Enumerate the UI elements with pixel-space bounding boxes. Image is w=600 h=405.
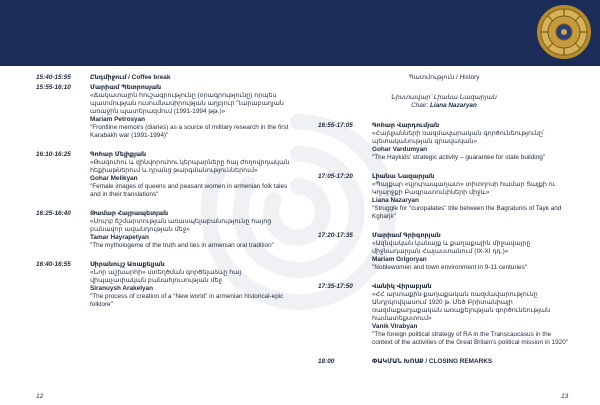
closing-remarks-label: ՓԱԿՄԱՆ ԽՈՍՔ / CLOSING REMARKS (372, 358, 493, 365)
left-schedule-column (36, 74, 292, 311)
schedule-entry (318, 232, 570, 272)
section-heading: Պատմություն / History (408, 74, 480, 81)
entry-time: 16:10-16:25 (36, 151, 71, 158)
speaker-name-am: Սիրանույշ Առաքելյան (90, 261, 165, 268)
speaker-name-en: Mariam Petrosyan (90, 116, 146, 123)
entry-time: 16:55-17:05 (318, 122, 353, 129)
entry-time: 17:05-17:20 (318, 173, 353, 180)
entry-time: 16:25-16:40 (36, 210, 71, 217)
talk-title-am: «Ճակատային հուշագրությունը (օրագրությունը) որպես պատմության ուսումնասիրության աղբյուր Ղարաբաղյան առաջին պատերազմում (1991-1994 թթ.)» (90, 92, 284, 115)
entry-time: 16:40-16:55 (36, 261, 71, 268)
chair-name-am: Լիանա Նազարյան (433, 94, 497, 101)
schedule-entry (36, 84, 292, 140)
speaker-name-en: Vanik Virabyan (372, 323, 418, 330)
schedule-entry (36, 151, 292, 199)
speaker-name-en: Tamar Hayrapetyan (90, 234, 149, 241)
schedule-entry (318, 173, 570, 221)
speaker-name-am: Գոհար Վարդումյան (372, 122, 440, 129)
speaker-name-am: Թամար Հայրապետյան (90, 210, 169, 217)
schedule-entry (318, 283, 570, 347)
talk-title-am: «Նոր աշխարհի» ստեղծման գործելաձևը հայ վիպաչափական բանահյուսության մեջ (90, 269, 242, 284)
schedule-entry (318, 358, 570, 366)
talk-title-am: «Թագուհու և զինվորուհու կերպարները հայ ժողովրդական հեքիաթներում և դրանց թարգմանություններում» (90, 159, 290, 174)
right-schedule-column (318, 74, 570, 368)
speaker-name-am: Մարիամ Գրիգորյան (372, 232, 441, 239)
entry-time: 17:35-17:50 (318, 283, 353, 290)
schedule-entry (36, 74, 292, 82)
speaker-name-am: Մարիամ Պետրոսյան (90, 84, 162, 91)
talk-title-am: «Սուրբ ճշմարտության առասպելաբանությունը հայոց բանավոր ավանդության մեջ» (90, 218, 272, 233)
speaker-name-en: Mariam Grigoryan (372, 256, 427, 263)
talk-title-en: "The foreign political strategy of RA in the Transcaucasus in the context of the activities of the Great Britain's political mission in 1920" (372, 331, 569, 346)
speaker-name-am: Վանիկ Վիրաբյան (372, 283, 432, 290)
entry-time: 15:55-16:10 (36, 84, 71, 91)
speaker-name-en: Gohar Vardumyan (372, 146, 428, 153)
entry-time: 17:20-17:35 (318, 232, 353, 239)
page-number-right: 13 (561, 393, 569, 400)
speaker-name-en: Liana Nazaryan (372, 197, 419, 204)
chair-label-en: Chair: (411, 102, 429, 109)
entry-time: 18:00 (318, 358, 335, 365)
talk-title-en: "The process of creation of a “New world” in armenian historical-epic folklore" (90, 293, 284, 308)
entry-time: 15:40-15:55 (36, 74, 71, 81)
speaker-name-en: Gohar Melikyan (90, 175, 138, 182)
schedule-entry (36, 261, 292, 309)
coffee-break-label: Ընդմիջում / Coffee break (90, 74, 171, 81)
session-chair (318, 94, 570, 110)
schedule-entry (318, 122, 570, 162)
schedule-entry (36, 210, 292, 250)
ornamental-seal-icon (536, 4, 592, 60)
talk-title-en: "Female images of queens and peasant women in armenian folk tales and in their translations" (90, 183, 288, 198)
talk-title-am: «Հայկյանների ռազմավարական գործունեությունը՝ պետականության գրավական» (372, 130, 545, 145)
header-band (0, 0, 600, 66)
speaker-name-am: Գոհար Մելիքյան (90, 151, 147, 158)
speaker-name-en: Siranuysh Arakelyan (90, 285, 153, 292)
chair-label-am: Նիստավար՝ (391, 94, 433, 101)
talk-title-en: "Struggle for “curopalates” title between the Bagratunis of Tayk and Kgharjk" (372, 205, 562, 220)
chair-name-en: Liana Nazaryan (429, 102, 477, 109)
speaker-name-am: Լիանա Նազարյան (372, 173, 435, 180)
page-number-left: 12 (36, 393, 44, 400)
talk-title-am: «Պայքար «կյուրապաղատ» տիտղոսի համար Տայքի ու Կղարջքի Բագրատունիների միջև» (372, 181, 556, 196)
talk-title-am: «ՀՀ արտաքին-քաղաքական ռազմավարությունը Անդրկովկասում 1920 թ. Մեծ Բրիտանիայի ռազմաքաղաքական առաքելության գործունեության համատեքստում» (372, 291, 551, 322)
talk-title-am: «Ազնվական կանայք և քաղաքային միջավայրը միջնադարյան Հայաստանում (IX-XI դդ.)» (372, 240, 531, 255)
talk-title-en: "Noblewomen and town environment in 9-11 centuries" (372, 264, 528, 271)
talk-title-en: "The Haykids' strategic activity – guarantee for state building" (372, 154, 546, 161)
talk-title-en: "The mythologeme of the truth and lies in armenian oral tradition" (90, 242, 274, 249)
talk-title-en: "Frontline memoirs (diaries) as a source of military research in the first Karabakh war (1991-1994)" (90, 124, 289, 139)
